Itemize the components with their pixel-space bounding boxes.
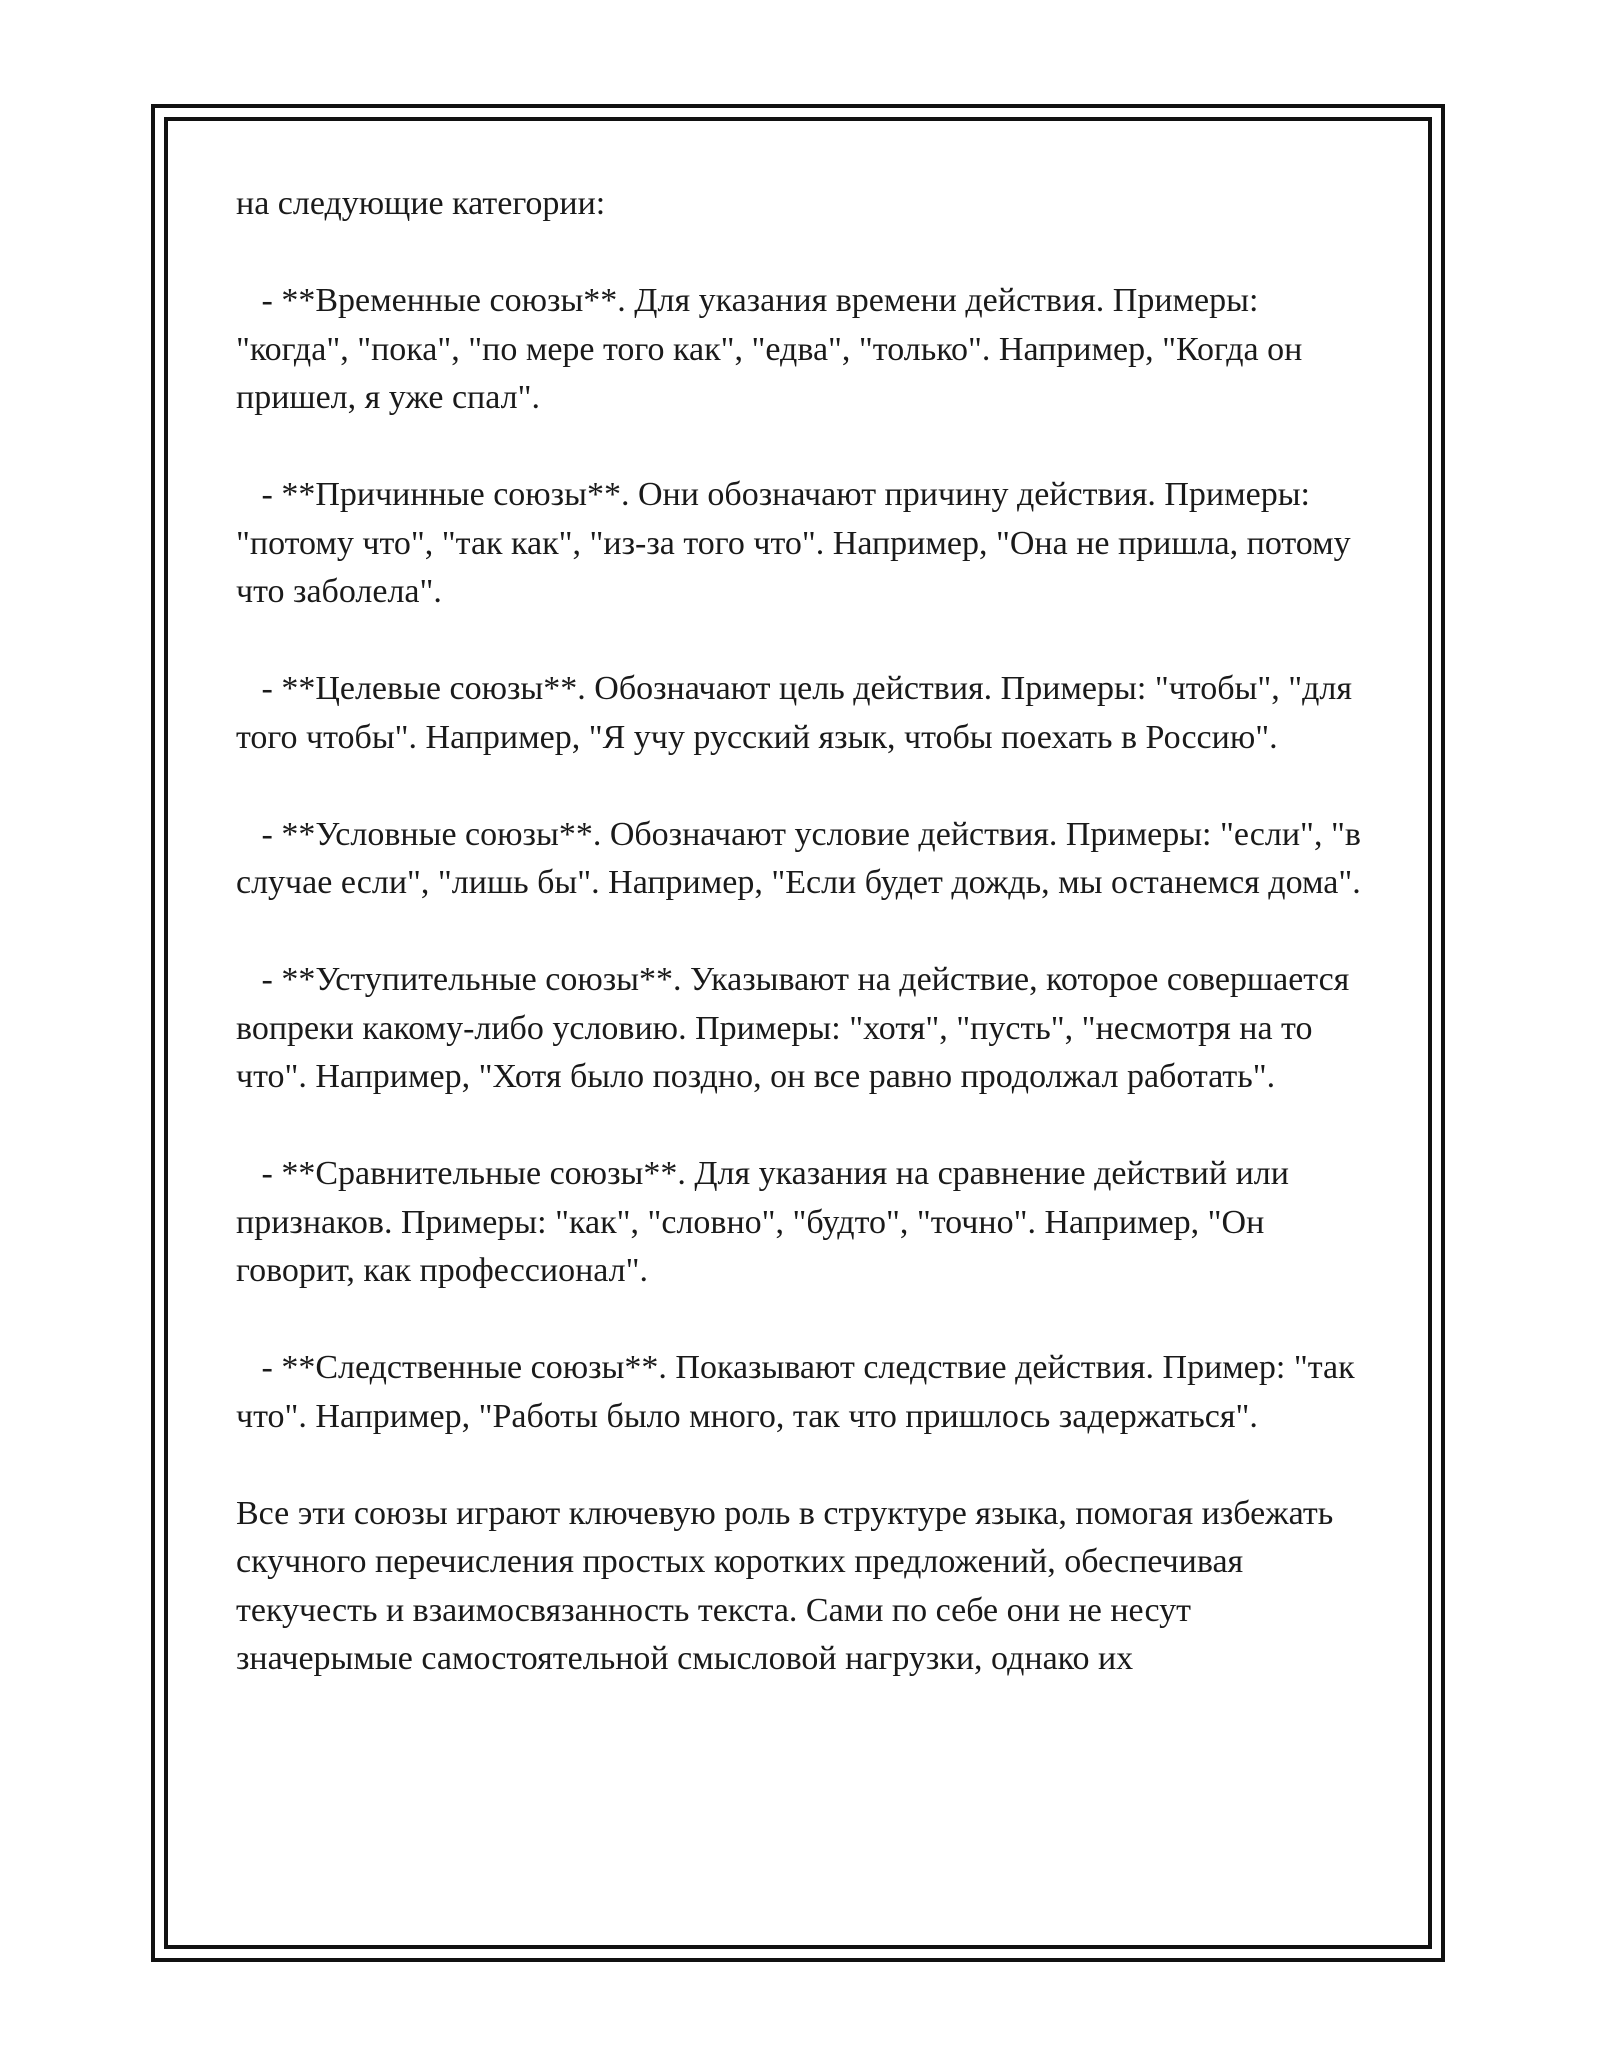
list-item-conditional: - **Условные союзы**. Обозначают условие действия. Примеры: "если", "в случае если", "лишь бы". Например, "Если будет дождь, мы останемся дома". [236,815,1370,901]
paragraph-gap [236,229,1376,278]
list-item-consequential: - **Следственные союзы**. Показывают следствие действия. Пример: "так что". Например, "Работы было много, так что пришлось задержаться". [236,1349,1364,1435]
list-item-temporal: - **Временные союзы**. Для указания времени действия. Примеры: "когда", "пока", "по мере того как", "едва", "только". Например, "Когда он пришел, я уже спал". [236,282,1311,416]
list-item-purpose: - **Целевые союзы**. Обозначают цель действия. Примеры: "чтобы", "для того чтобы". Например, "Я учу русский язык, чтобы поехать в Россию". [236,670,1361,756]
paragraph-gap [236,762,1376,811]
paragraph-gap [236,1102,1376,1151]
conclusion-paragraph: Все эти союзы играют ключевую роль в структуре языка, помогая избежать скучного перечисления простых коротких предложений, обеспечивая текучесть и взаимосвязанность текста. Сами по себе они не несут значерымые самостоятельной смысловой нагрузки, однако их [236,1494,1342,1677]
document-body [236,180,1376,1684]
paragraph-gap [236,617,1376,666]
paragraph-gap [236,908,1376,957]
paragraph-gap [236,1441,1376,1490]
paragraph-gap [236,1296,1376,1345]
list-item-causal: - **Причинные союзы**. Они обозначают причину действия. Примеры: "потому что", "так как", "из-за того что". Например, "Она не пришла, потому что заболела". [236,476,1360,610]
paragraph-gap [236,423,1376,472]
list-item-comparative: - **Сравнительные союзы**. Для указания на сравнение действий или признаков. Примеры: "как", "словно", "будто", "точно". Например, "Он говорит, как профессионал". [236,1155,1298,1289]
list-item-concessive: - **Уступительные союзы**. Указывают на действие, которое совершается вопреки какому-либо условию. Примеры: "хотя", "пусть", "несмотря на то что". Например, "Хотя было поздно, он все равно продолжал работать". [236,961,1358,1095]
intro-paragraph: на следующие категории: [236,185,606,222]
